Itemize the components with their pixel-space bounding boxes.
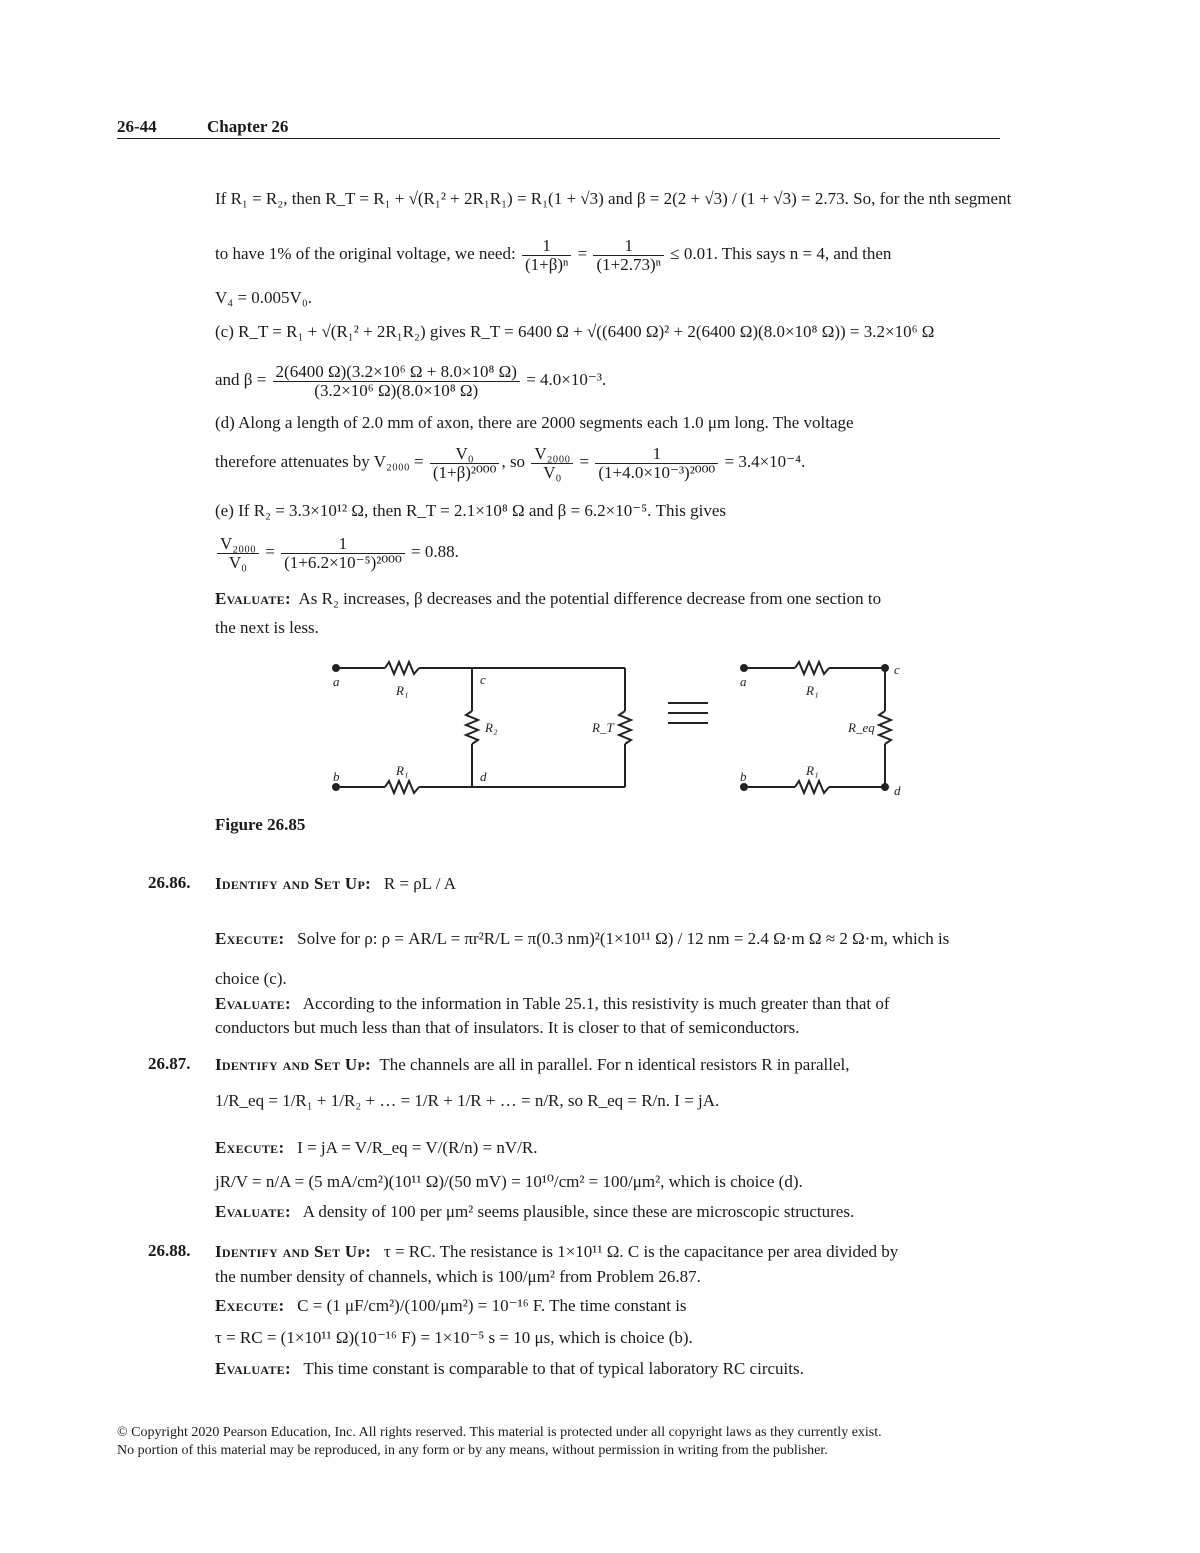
fraction-1: $\frac{1}{\text{(1+β)ⁿ}}$	[522, 237, 571, 274]
p88-identify-label: Identify and Set Up:	[215, 1242, 372, 1261]
text-line-3: V₄ = 0.005V₀.	[215, 288, 312, 307]
label-r1-eq-top: R₁	[806, 683, 819, 698]
terminal-c-eq	[881, 664, 889, 672]
text-line-2a: to have 1% of the original voltage, we need:	[215, 244, 516, 263]
text-line-4: (c) R_T = R₁ + √(R₁² + 2R₁R₂) gives R_T = 6400 Ω + √((6400 Ω)² + 2(6400 Ω)(8.0×10⁸ Ω)) = 3.2×10⁶ Ω	[215, 322, 935, 341]
problem-number-87: 26.87.	[148, 1054, 191, 1073]
p87-evaluate-line	[215, 1201, 854, 1223]
p87-execute-text: I = jA = V/R_eq = V/(R/n) = nV/R.	[297, 1138, 538, 1157]
text-line-1: If R₁ = R₂, then R_T = R₁ + √(R₁² + 2R₁R₁) = R₁(1 + √3) and β = 2(2 + √3) / (1 + √3) = 2.73. So, for the nth segment	[215, 189, 1012, 208]
fraction-6: $\frac{\text{V₂₀₀₀}}{\text{V₀}}$	[217, 535, 259, 572]
label-a-eq: a	[740, 674, 747, 689]
text-line-5a: and β =	[215, 370, 267, 389]
problem-number-86: 26.86.	[148, 873, 191, 892]
copyright-line-1: © Copyright 2020 Pearson Education, Inc. All rights reserved. This material is protected under all copyright laws as they currently exist.	[117, 1425, 882, 1440]
label-r1-bottom: R₁	[396, 763, 409, 778]
resistor-r1-bottom	[385, 781, 419, 793]
copyright-line-2: No portion of this material may be reproduced, in any form or by any means, without permission in writing from the publisher.	[117, 1443, 828, 1458]
header-rule	[117, 138, 1000, 139]
p88-result-line: τ = RC = (1×10¹¹ Ω)(10⁻¹⁶ F) = 1×10⁻⁵ s = 10 μs, which is choice (b).	[215, 1328, 693, 1347]
p88-evaluate-label: Evaluate:	[215, 1359, 291, 1378]
text-line-9: $\frac{\text{V₂₀₀₀}}{\text{V₀}}$ = $\frac{1}{\text{(1+6.2×10⁻⁵)²⁰⁰⁰}}$ = 0.88.	[215, 530, 459, 574]
text-line-9b: = 0.88.	[411, 542, 459, 561]
text-line-5	[215, 358, 606, 402]
text-line-6: (d) Along a length of 2.0 mm of axon, there are 2000 segments each 1.0 μm long. The voltage	[215, 413, 854, 432]
label-c: c	[480, 672, 486, 687]
p88-evaluate-text: This time constant is comparable to that of typical laboratory RC circuits.	[303, 1359, 804, 1378]
p87-identify-label: Identify and Set Up:	[215, 1055, 372, 1074]
label-b-eq: b	[740, 769, 747, 784]
terminal-b-eq	[740, 783, 748, 791]
p86-evaluate-label: Evaluate:	[215, 994, 291, 1013]
label-d-eq: d	[894, 783, 901, 798]
evaluate-line-2: the next is less.	[215, 618, 319, 637]
resistor-r1-top	[385, 662, 419, 674]
label-rt: R_T	[592, 720, 614, 735]
terminal-b	[332, 783, 340, 791]
circuit-figure	[320, 655, 920, 805]
copyright-footer	[117, 1424, 882, 1460]
p86-identify-text: R = ρL / A	[383, 874, 457, 893]
text-line-2: to have 1% of the original voltage, we need: $\frac{1}{\text{(1+β)ⁿ}}$ = $\frac{1}{\text{(1+2.73)ⁿ}}$ ≤ 0.01. This says n = 4, and then	[215, 235, 892, 274]
p88-identify-line	[215, 1241, 898, 1263]
p86-evaluate-text: According to the information in Table 25.1, this resistivity is much greater than that of	[302, 994, 890, 1013]
resistor-req	[879, 711, 891, 744]
p86-evaluate-line-2: conductors but much less than that of insulators. It is closer to that of semiconductors.	[215, 1018, 800, 1037]
evaluate-text: As R₂ increases, β decreases and the potential difference decrease from one section to	[298, 589, 882, 608]
resistor-r1-eq-bottom	[795, 781, 829, 793]
label-r1-eq-bottom: R₁	[806, 763, 819, 778]
text-line-7b: so	[509, 452, 526, 471]
problem-number-88: 26.88.	[148, 1241, 191, 1260]
resistor-r2	[466, 711, 478, 744]
text-line-5b: = 4.0×10⁻³.	[526, 370, 607, 389]
p87-evaluate-text: A density of 100 per μm² seems plausible, since these are microscopic structures.	[302, 1202, 855, 1221]
fraction-4: $\frac{\text{V₂₀₀₀}}{\text{V₀}}$	[531, 445, 573, 482]
p86-identify-label: Identify and Set Up:	[215, 874, 372, 893]
text-line-7: therefore attenuates by V₂₀₀₀ = $\frac{\text{V₀}}{\text{(1+β)²⁰⁰⁰}}$ , so $\frac{\text{V₂₀₀₀}}{\text{V₀}}$ = $\frac{1}{\text{(1+4.0×10⁻³)²⁰⁰⁰}}$ = 3.4×10⁻⁴.	[215, 443, 806, 482]
p88-execute-line	[215, 1295, 687, 1317]
p86-execute-line-2: choice (c).	[215, 969, 287, 988]
terminal-a	[332, 664, 340, 672]
p88-identify-text: τ = RC. The resistance is 1×10¹¹ Ω. C is the capacitance per area divided by	[383, 1242, 899, 1261]
p88-identify-line-2: the number density of channels, which is 100/μm² from Problem 26.87.	[215, 1267, 701, 1286]
p87-identify-line	[215, 1054, 850, 1076]
label-d: d	[480, 769, 487, 784]
p87-evaluate-label: Evaluate:	[215, 1202, 291, 1221]
label-req: R_eq	[848, 720, 875, 735]
text-line-7a: therefore attenuates by V₂₀₀₀ =	[215, 452, 424, 471]
resistor-rt	[619, 711, 631, 744]
text-line-7c: = 3.4×10⁻⁴.	[724, 452, 806, 471]
label-r1-top: R₁	[396, 683, 409, 698]
fraction-2: $\frac{1}{\text{(1+2.73)ⁿ}}$	[593, 237, 664, 274]
text-line-2b: ≤ 0.01. This says n = 4, and then	[670, 244, 892, 263]
p88-execute-text: C = (1 μF/cm²)/(100/μm²) = 10⁻¹⁶ F. The time constant is	[297, 1296, 687, 1315]
p87-equation-line: 1/R_eq = 1/R₁ + 1/R₂ + … = 1/R + 1/R + … = n/R, so R_eq = R/n. I = jA.	[215, 1091, 720, 1110]
p86-evaluate-line	[215, 993, 890, 1015]
text-line-8: (e) If R₂ = 3.3×10¹² Ω, then R_T = 2.1×10⁸ Ω and β = 6.2×10⁻⁵. This gives	[215, 501, 727, 520]
p87-execute-line	[215, 1137, 538, 1159]
fraction-3: $\frac{\text{V₀}}{\text{(1+β)²⁰⁰⁰}}$	[430, 445, 500, 482]
label-c-eq: c	[894, 662, 900, 677]
p88-evaluate-line	[215, 1358, 804, 1380]
p87-execute-label: Execute:	[215, 1138, 285, 1157]
label-b: b	[333, 769, 340, 784]
terminal-d-eq	[881, 783, 889, 791]
evaluate-label: Evaluate:	[215, 589, 291, 608]
fraction-7: $\frac{1}{\text{(1+6.2×10⁻⁵)²⁰⁰⁰}}$	[281, 535, 405, 572]
p87-result-line: jR/V = n/A = (5 mA/cm²)(10¹¹ Ω)/(50 mV) = 10¹⁰/cm² = 100/μm², which is choice (d).	[215, 1172, 803, 1191]
p88-execute-label: Execute:	[215, 1296, 285, 1315]
page-number: 26-44	[117, 117, 157, 136]
resistor-r1-eq-top	[795, 662, 829, 674]
fraction-beta: $\frac{\text{2(6400 Ω)(3.2×10⁶ Ω + 8.0×10⁸ Ω)}}{\text{(3.2×10⁶ Ω)(8.0×10⁸ Ω)}}$	[273, 363, 520, 400]
p86-execute-label: Execute:	[215, 929, 285, 948]
p86-execute-line	[215, 928, 949, 950]
terminal-a-eq	[740, 664, 748, 672]
p86-identify-line	[215, 873, 456, 895]
label-a: a	[333, 674, 340, 689]
evaluate-line-1	[215, 588, 881, 610]
fraction-5: $\frac{1}{\text{(1+4.0×10⁻³)²⁰⁰⁰}}$	[595, 445, 718, 482]
chapter-title: Chapter 26	[207, 117, 289, 136]
figure-caption: Figure 26.85	[215, 815, 306, 834]
p86-execute-text: Solve for ρ: ρ = AR/L = πr²R/L = π(0.3 nm)²(1×10¹¹ Ω) / 12 nm = 2.4 Ω·m Ω ≈ 2 Ω·m, which is	[297, 929, 950, 948]
label-r2: R₂	[485, 720, 498, 735]
p87-identify-text: The channels are all in parallel. For n identical resistors R in parallel,	[379, 1055, 850, 1074]
